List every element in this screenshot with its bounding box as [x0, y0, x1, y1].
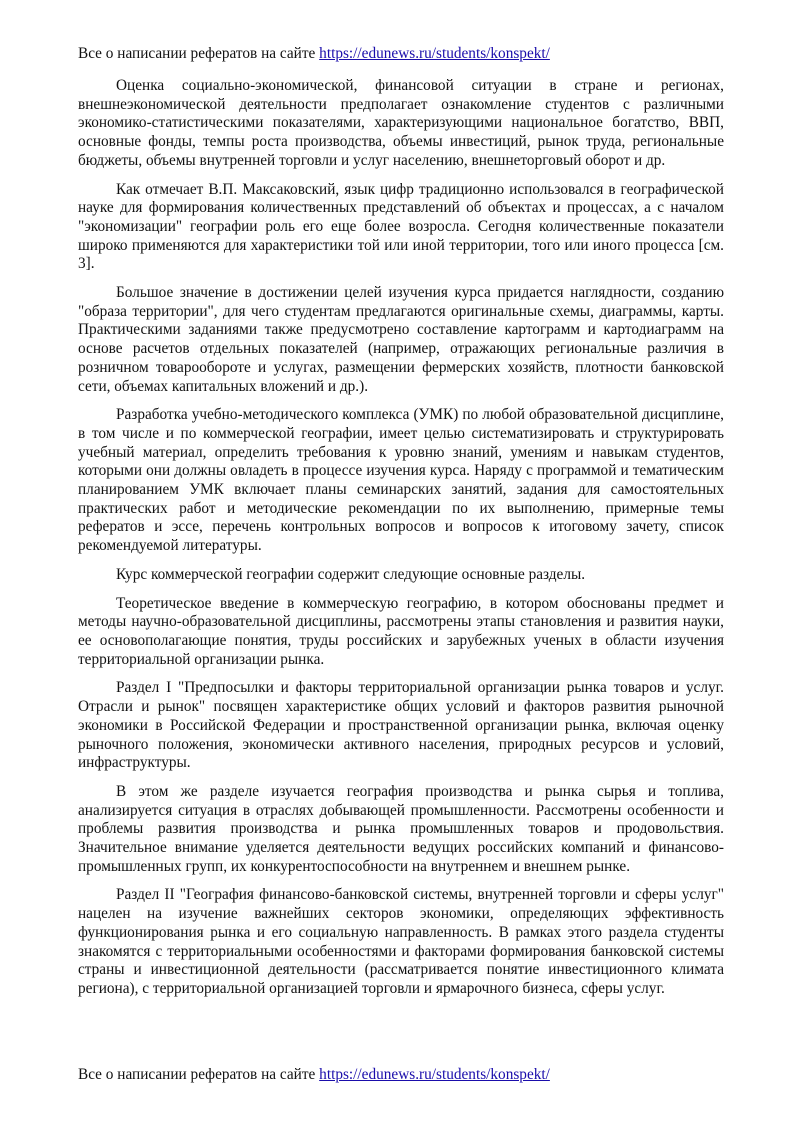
paragraph: Курс коммерческой географии содержит следующие основные разделы. — [116, 565, 586, 583]
header-prefix: Все о написании рефератов на сайте — [78, 45, 320, 62]
paragraph: Раздел I "Предпосылки и факторы территориальной организации рынка товаров и услуг. Отрасли и рынок" посвящен характеристике общих условий и факторов развития рыночной экономики в Российской Федерации и пространственной организации рынка, включая оценку рыночного положения, экономически активного населения, природных ресурсов и условий, инфраструктуры. — [78, 679, 724, 772]
paragraph: В этом же разделе изучается география производства и рынка сырья и топлива, анализируется ситуация в отраслях добывающей промышленности. Рассмотрены особенности и проблемы развития производства и рынка промышленных товаров и продовольствия. Значительное внимание уделяется деятельности ведущих российских компаний и финансово-промышленных групп, их конкурентоспособности на внутреннем и внешнем рынке. — [78, 782, 724, 875]
paragraph: Большое значение в достижении целей изучения курса придается наглядности, созданию "образа территории", для чего студентам предлагаются оригинальные схемы, диаграммы, карты. Практическими заданиями также предусмотрено составление картограмм и картодиаграмм на основе расчетов отдельных показателей (например, отражающих региональные различия в розничном товарообороте и услугах, размещении фермерских хозяйств, плотности банковской сети, объемах капитальных вложений и др.). — [78, 284, 724, 395]
document-page — [78, 44, 724, 1009]
paragraph: Разработка учебно-методического комплекса (УМК) по любой образовательной дисциплине, в том числе и по коммерческой географии, имеет целью систематизировать и структурировать учебный материал, определить требования к уровню знаний, умениям и навыкам студентов, которыми они должны овладеть в процессе изучения курса. Наряду с программой и тематическим планированием УМК включает планы семинарских занятий, задания для самостоятельных практических работ и методические рекомендации по их выполнению, примерные темы рефератов и эссе, перечень контрольных вопросов и вопросов к итоговому зачету, список рекомендуемой литературы. — [78, 406, 724, 555]
paragraph: Как отмечает В.П. Максаковский, язык цифр традиционно использовался в географической науке для формирования количественных представлений об объектах и процессах, а с началом "экономизации" географии роль его еще более возросла. Сегодня количественные показатели широко применяются для характеристики той или иной территории, того или иного процесса [см. 3]. — [78, 180, 724, 273]
document-body — [78, 77, 724, 999]
page-header — [78, 44, 724, 63]
footer-line — [78, 1065, 724, 1084]
header-site-link[interactable]: https://edunews.ru/students/konspekt/ — [319, 45, 550, 62]
paragraph: Теоретическое введение в коммерческую географию, в котором обоснованы предмет и методы научно-образовательной дисциплины, рассмотрены этапы становления и развития науки, ее основополагающие понятия, труды российских и зарубежных ученых в области изучения территориальной организации рынка. — [78, 594, 724, 668]
footer-site-link[interactable]: https://edunews.ru/students/konspekt/ — [319, 1066, 550, 1083]
footer-prefix: Все о написании рефератов на сайте — [78, 1066, 320, 1083]
page-footer — [78, 1065, 724, 1084]
paragraph: Раздел II "География финансово-банковской системы, внутренней торговли и сферы услуг" нацелен на изучение важнейших секторов экономики, определяющих эффективность функционирования рынка и его социальную направленность. В рамках этого раздела студенты знакомятся с территориальными особенностями и факторами формирования банковской системы страны и инвестиционной деятельности (рассматривается понятие инвестиционного климата региона), с территориальной организацией торговли и ярмарочного бизнеса, сферы услуг. — [78, 886, 724, 997]
paragraph: Оценка социально-экономической, финансовой ситуации в стране и регионах, внешнеэкономической деятельности предполагает ознакомление студентов с различными экономико-статистическими показателями, характеризующими национальное богатство, ВВП, основные фонды, темпы роста производства, объемы инвестиций, рынок труда, региональные бюджеты, объемы внутренней торговли и услуг населению, внешнеторговый оборот и др. — [78, 77, 724, 169]
